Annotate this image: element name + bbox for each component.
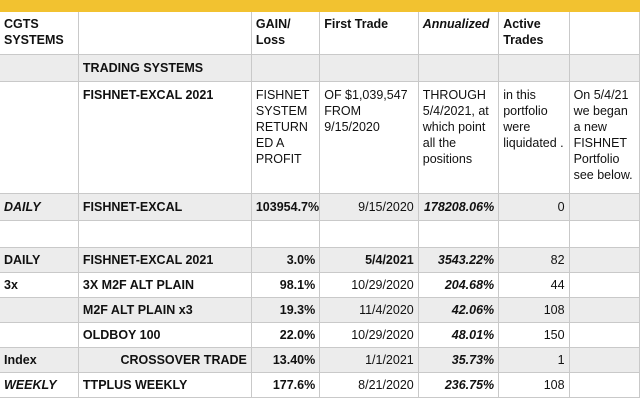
row-annual: 48.01% — [418, 322, 498, 347]
header-active: Active Trades — [499, 12, 569, 54]
note-name: FISHNET-EXCAL 2021 — [78, 81, 251, 193]
row-annual: 204.68% — [418, 272, 498, 297]
section-row — [0, 54, 640, 81]
row-name: FISHNET-EXCAL 2021 — [78, 247, 251, 272]
header-gain: GAIN/ Loss — [251, 12, 319, 54]
row-type — [0, 322, 78, 347]
row-active: 108 — [499, 372, 569, 397]
header-row — [0, 12, 640, 54]
table-row — [0, 272, 640, 297]
row-annual: 236.75% — [418, 372, 498, 397]
table-row — [0, 247, 640, 272]
row-type — [0, 297, 78, 322]
row-name: 3X M2F ALT PLAIN — [78, 272, 251, 297]
row-first: 11/4/2020 — [320, 297, 419, 322]
note-first: OF $1,039,547 FROM 9/15/2020 — [320, 81, 419, 193]
row-name: OLDBOY 100 — [78, 322, 251, 347]
row-name: M2F ALT PLAIN x3 — [78, 297, 251, 322]
row-active: 0 — [499, 193, 569, 220]
row-type: WEEKLY — [0, 372, 78, 397]
note-active: in this portfolio were liquidated . — [499, 81, 569, 193]
row-gain: 13.40% — [251, 347, 319, 372]
row-type: DAILY — [0, 247, 78, 272]
row-name: TTPLUS WEEKLY — [78, 372, 251, 397]
table-row — [0, 193, 640, 220]
row-active: 44 — [499, 272, 569, 297]
systems-table — [0, 12, 640, 398]
row-annual: 3543.22% — [418, 247, 498, 272]
header-annualized: Annualized — [418, 12, 498, 54]
row-first: 8/21/2020 — [320, 372, 419, 397]
row-gain: 103954.7% — [251, 193, 319, 220]
note-extra: On 5/4/21 we began a new FISHNET Portfolio see below. — [569, 81, 639, 193]
section-title: TRADING SYSTEMS — [78, 54, 251, 81]
row-first: 5/4/2021 — [320, 247, 419, 272]
row-gain: 3.0% — [251, 247, 319, 272]
row-gain: 98.1% — [251, 272, 319, 297]
table-row — [0, 347, 640, 372]
row-gain: 22.0% — [251, 322, 319, 347]
spacer-row — [0, 220, 640, 247]
table-row — [0, 322, 640, 347]
row-name: FISHNET-EXCAL — [78, 193, 251, 220]
row-name: CROSSOVER TRADE — [78, 347, 251, 372]
table-row — [0, 372, 640, 397]
row-first: 1/1/2021 — [320, 347, 419, 372]
row-first: 10/29/2020 — [320, 272, 419, 297]
table-row — [0, 297, 640, 322]
row-gain: 177.6% — [251, 372, 319, 397]
row-type: Index — [0, 347, 78, 372]
header-blank — [78, 12, 251, 54]
row-active: 1 — [499, 347, 569, 372]
row-active: 108 — [499, 297, 569, 322]
note-annual: THROUGH 5/4/2021, at which point all the positions — [418, 81, 498, 193]
note-gain: FISHNET SYSTEM RETURN ED A PROFIT — [251, 81, 319, 193]
row-first: 9/15/2020 — [320, 193, 419, 220]
header-accent-bar — [0, 0, 640, 12]
row-annual: 178208.06% — [418, 193, 498, 220]
header-first-trade: First Trade — [320, 12, 419, 54]
row-annual: 35.73% — [418, 347, 498, 372]
header-extra — [569, 12, 639, 54]
row-active: 82 — [499, 247, 569, 272]
row-type: 3x — [0, 272, 78, 297]
header-system: CGTS SYSTEMS — [0, 12, 78, 54]
row-annual: 42.06% — [418, 297, 498, 322]
note-row — [0, 81, 640, 193]
row-first: 10/29/2020 — [320, 322, 419, 347]
row-active: 150 — [499, 322, 569, 347]
row-type: DAILY — [0, 193, 78, 220]
row-gain: 19.3% — [251, 297, 319, 322]
